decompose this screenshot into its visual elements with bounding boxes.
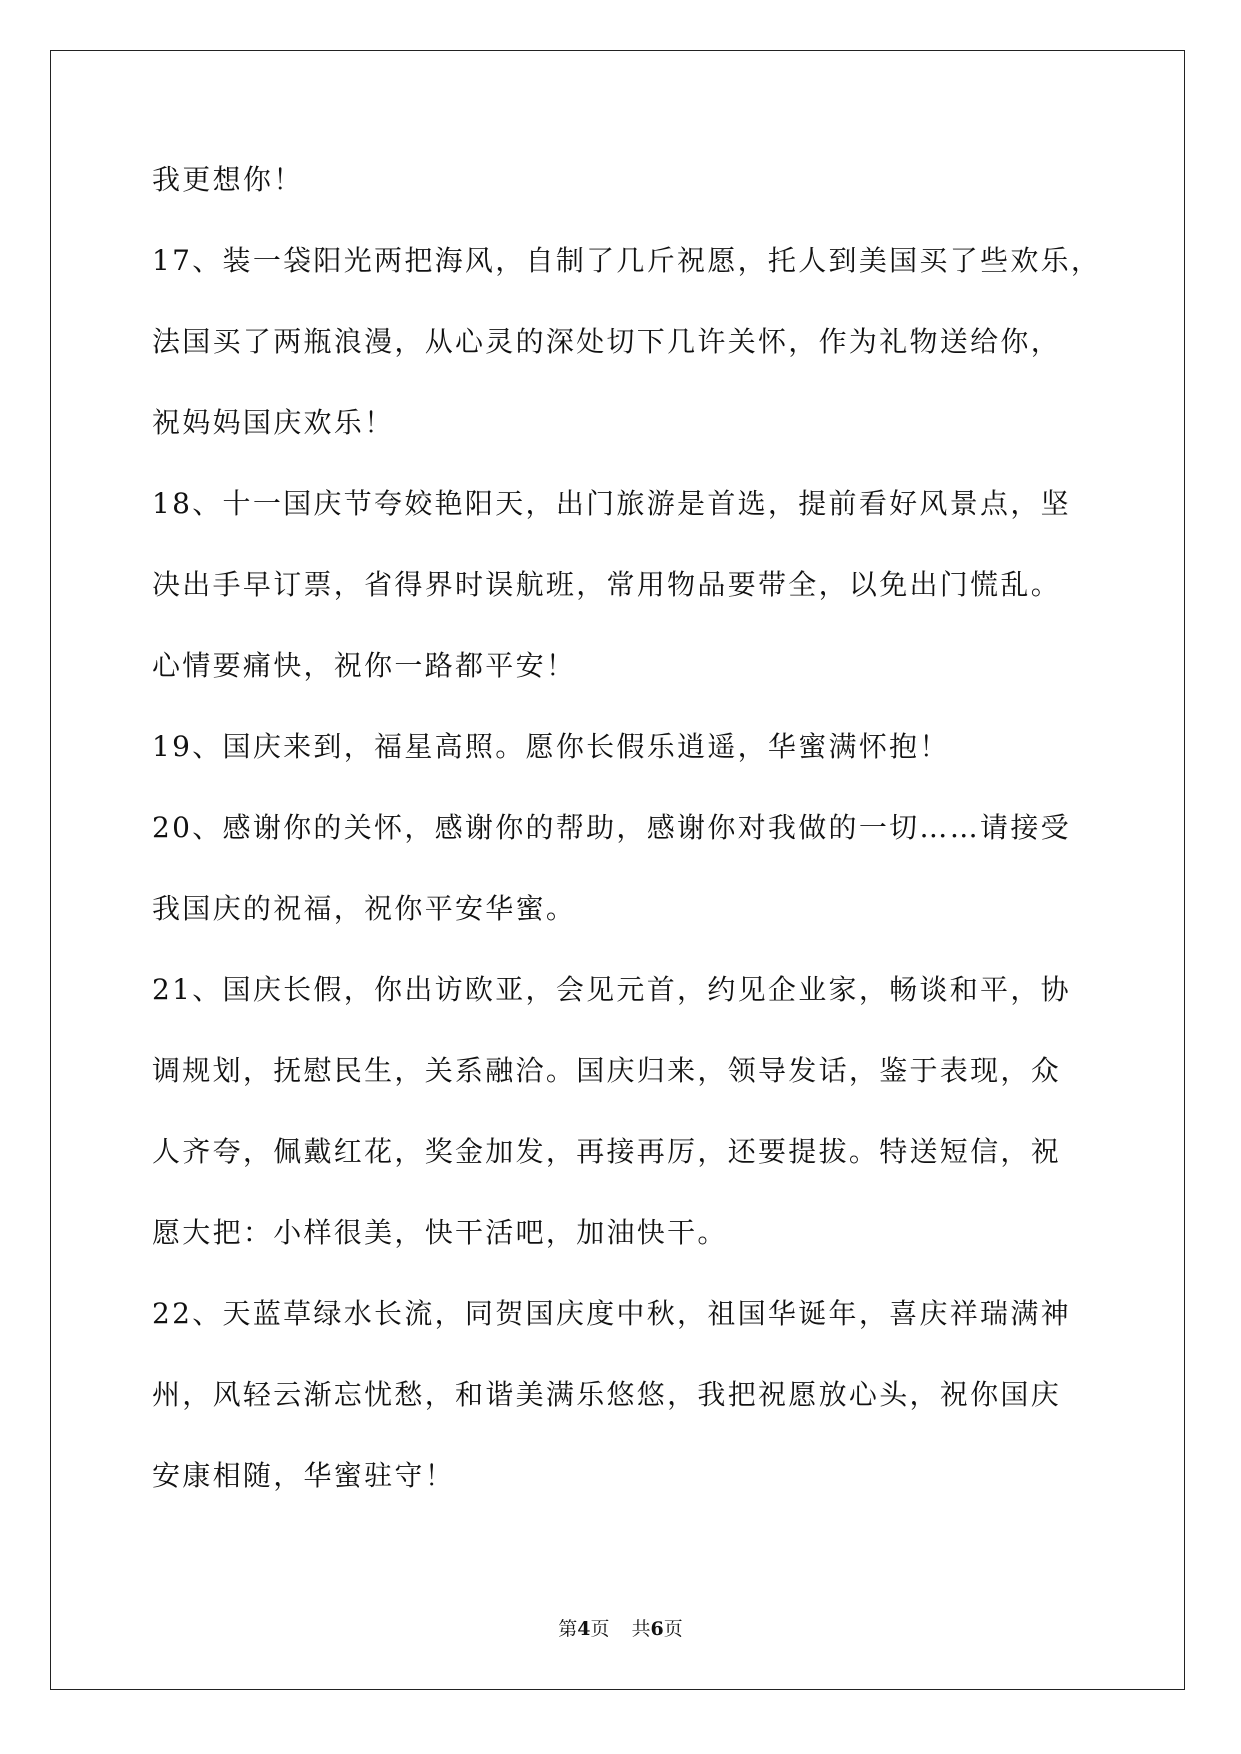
text-line: 18、十一国庆节夸姣艳阳天，出门旅游是首选，提前看好风景点，坚 (152, 487, 1071, 520)
page-number: 4 (577, 1618, 591, 1640)
document-body (152, 160, 1112, 1537)
text-line: 祝妈妈国庆欢乐！ (152, 406, 395, 439)
text-line: 法国买了两瓶浪漫，从心灵的深处切下几许关怀，作为礼物送给你， (152, 325, 1062, 358)
text-line: 心情要痛快，祝你一路都平安！ (152, 649, 577, 682)
page-prefix: 第 (558, 1618, 578, 1640)
text-line: 22、天蓝草绿水长流，同贺国庆度中秋，祖国华诞年，喜庆祥瑞满神 (152, 1297, 1071, 1330)
text-line: 安康相随，华蜜驻守！ (152, 1459, 456, 1492)
page-suffix: 页 (590, 1618, 610, 1640)
text-line: 17、装一袋阳光两把海风，自制了几斤祝愿，托人到美国买了些欢乐， (152, 244, 1102, 277)
total-pages: 6 (650, 1618, 664, 1640)
text-line: 决出手早订票，省得界时误航班，常用物品要带全，以免出门慌乱。 (152, 568, 1062, 601)
text-line: 人齐夸，佩戴红花，奖金加发，再接再厉，还要提拔。特送短信，祝 (152, 1135, 1062, 1168)
total-prefix: 共 (631, 1618, 651, 1640)
text-line: 我更想你！ (152, 163, 304, 196)
text-line: 州，风轻云渐忘忧愁，和谐美满乐悠悠，我把祝愿放心头，祝你国庆 (152, 1378, 1062, 1411)
text-line: 愿大把：小样很美，快干活吧，加油快干。 (152, 1216, 728, 1249)
total-suffix: 页 (663, 1618, 683, 1640)
text-line: 20、感谢你的关怀，感谢你的帮助，感谢你对我做的一切……请接受 (152, 811, 1071, 844)
page-footer (0, 1614, 1241, 1641)
text-line: 我国庆的祝福，祝你平安华蜜。 (152, 892, 577, 925)
text-line: 19、国庆来到，福星高照。愿你长假乐逍遥，华蜜满怀抱！ (152, 730, 950, 763)
text-line: 调规划，抚慰民生，关系融洽。国庆归来，领导发话，鉴于表现，众 (152, 1054, 1062, 1087)
text-line: 21、国庆长假，你出访欧亚，会见元首，约见企业家，畅谈和平，协 (152, 973, 1071, 1006)
